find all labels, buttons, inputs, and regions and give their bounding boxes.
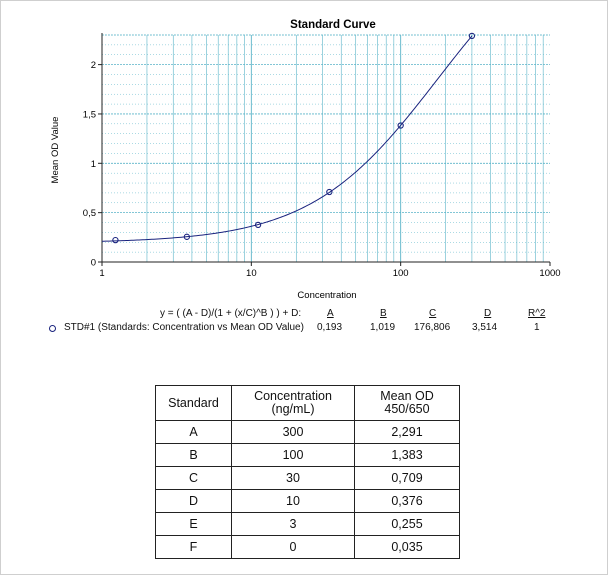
cell-concentration: 300	[232, 421, 355, 444]
cell-mean-od: 0,709	[355, 467, 460, 490]
cell-standard: E	[156, 513, 232, 536]
table-row	[156, 513, 460, 536]
cell-mean-od: 0,376	[355, 490, 460, 513]
legend-series-row	[0, 322, 608, 362]
table-row	[156, 467, 460, 490]
axes	[98, 33, 550, 266]
param-d-header: D	[484, 308, 492, 319]
header-concentration	[232, 386, 355, 421]
cell-concentration: 30	[232, 467, 355, 490]
x-tick-label: 1	[99, 268, 105, 279]
param-c-value: 176,806	[414, 322, 451, 333]
standards-table	[155, 385, 460, 559]
table-row	[156, 490, 460, 513]
series-label: STD#1 (Standards: Concentration vs Mean OD Value)	[64, 322, 304, 333]
header-concentration-line1: Concentration	[254, 389, 332, 403]
cell-mean-od: 2,291	[355, 421, 460, 444]
table-row	[156, 444, 460, 467]
y-tick-label: 1,5	[82, 109, 96, 121]
cell-mean-od: 0,035	[355, 536, 460, 559]
table-row	[156, 536, 460, 559]
table-header-row	[156, 386, 460, 421]
param-a-value: 0,193	[317, 322, 343, 333]
series-marker-icon	[49, 325, 56, 332]
y-tick-label: 0	[90, 257, 96, 269]
grid-lines	[102, 35, 550, 262]
cell-concentration: 10	[232, 490, 355, 513]
table-row	[156, 421, 460, 444]
cell-standard: C	[156, 467, 232, 490]
y-tick-label: 2	[90, 60, 96, 72]
fit-equation: y = ( (A - D)/(1 + (x/C)^B ) ) + D:	[160, 308, 302, 319]
header-concentration-line2: (ng/mL)	[271, 402, 315, 416]
cell-standard: D	[156, 490, 232, 513]
cell-mean-od: 1,383	[355, 444, 460, 467]
cell-standard: A	[156, 421, 232, 444]
y-axis-label: Mean OD Value	[50, 116, 61, 184]
cell-concentration: 3	[232, 513, 355, 536]
param-b-value: 1,019	[370, 322, 396, 333]
chart-title: Standard Curve	[290, 19, 376, 31]
y-tick-label: 1	[90, 158, 96, 170]
header-mean-od-line2: 450/650	[384, 402, 430, 416]
header-standard: Standard	[156, 386, 232, 421]
x-tick-label: 1000	[539, 268, 561, 279]
cell-concentration: 0	[232, 536, 355, 559]
y-tick-label: 0,5	[82, 208, 96, 220]
r2-header: R^2	[528, 308, 546, 319]
header-mean-od	[355, 386, 460, 421]
cell-standard: F	[156, 536, 232, 559]
data-point	[113, 237, 118, 242]
r2-value: 1	[534, 322, 540, 333]
fit-curve-line	[102, 36, 472, 241]
x-tick-label: 100	[392, 268, 409, 279]
param-d-value: 3,514	[472, 322, 498, 333]
cell-standard: B	[156, 444, 232, 467]
param-b-header: B	[380, 308, 387, 319]
x-axis-label: Concentration	[297, 290, 357, 301]
param-a-header: A	[327, 308, 334, 319]
param-c-header: C	[429, 308, 437, 319]
x-tick-label: 10	[246, 268, 257, 279]
cell-concentration: 100	[232, 444, 355, 467]
tick-labels	[83, 60, 561, 279]
header-mean-od-line1: Mean OD	[380, 389, 434, 403]
cell-mean-od: 0,255	[355, 513, 460, 536]
